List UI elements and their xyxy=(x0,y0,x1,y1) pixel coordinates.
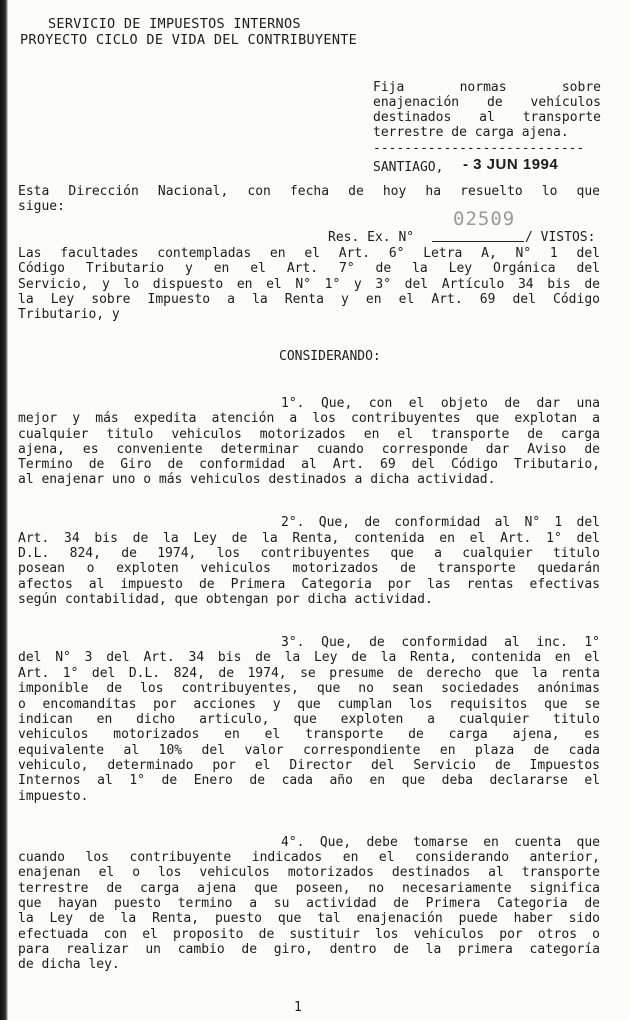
paragraph-line: Termino de Giro de conformidad al Art. 69 del Código Tributario, xyxy=(18,457,600,472)
paragraph-line: enajenan el o los vehiculos motorizados destinados al transporte xyxy=(18,865,600,880)
header-line-1: SERVICIO DE IMPUESTOS INTERNOS xyxy=(48,16,301,32)
paragraph-line: de dicha ley. xyxy=(18,957,120,972)
subject-line: enajenación de vehículos xyxy=(373,95,601,110)
paragraph-first-line: 4°. Que, debe tomarse en cuenta que xyxy=(281,835,600,850)
paragraph-line: terrestre de carga ajena que poseen, no necesariamente significa xyxy=(18,881,600,896)
paragraph-line: posean o exploten vehiculos motorizados de transporte quedarán xyxy=(18,561,600,576)
vistos-line: la Ley sobre Impuesto a la Renta y en el Art. 69 del Código xyxy=(18,292,600,307)
intro-line: Esta Dirección Nacional, con fecha de hoy ha resuelto lo que xyxy=(18,184,600,199)
paragraph-first-line: 1°. Que, con el objeto de dar una xyxy=(281,396,600,411)
date-stamp: - 3 JUN 1994 xyxy=(463,156,559,173)
resolution-blank xyxy=(432,230,524,242)
paragraph-line: Art. 34 bis de la Ley de la Renta, contenida en el Art. 1° del xyxy=(18,531,600,546)
paragraph-line: para realizar un cambio de giro, dentro de la primera categoría xyxy=(18,942,600,957)
resolution-prefix: Res. Ex. N° xyxy=(328,230,415,245)
paragraph-first-line: 2°. Que, de conformidad al N° 1 del xyxy=(281,515,600,530)
paragraph-line: al enajenar uno o más vehiculos destinados a dicha actividad. xyxy=(18,472,496,487)
paragraph-line: vehiculos motorizados en el transporte de carga ajena, es xyxy=(18,727,600,742)
vistos-line: Código Tributario y en el Art. 7° de la Ley Orgánica del xyxy=(18,261,600,276)
paragraph-line: que hayan puesto termino a su actividad de Primera Categoria de xyxy=(18,896,600,911)
paragraph-line: imponible de los contribuyentes, que no sean sociedades anónimas xyxy=(18,681,600,696)
subject-line: destinados al transporte xyxy=(373,110,601,125)
paragraph-line: según contabilidad, que obtengan por dicha actividad. xyxy=(18,592,433,607)
paragraph-line: cualquier titulo vehiculos motorizados en el transporte de carga xyxy=(18,427,600,442)
paragraph-line: afectos al impuesto de Primera Categoria por las rentas efectivas xyxy=(18,577,600,592)
subject-line: terrestre de carga ajena. xyxy=(373,125,569,140)
paragraph-line: impuesto. xyxy=(18,789,89,804)
intro-line: sigue: xyxy=(18,199,65,214)
paragraph-line: cuando los contribuyente indicados en el considerando anterior, xyxy=(18,850,600,865)
paragraph-line: o encomanditas por acciones y que cumplan los requisitos que se xyxy=(18,697,600,712)
page-number: 1 xyxy=(294,1000,302,1015)
paragraph-line: mejor y más expedita atención a los contribuyentes que explotan a xyxy=(18,411,600,426)
paragraph-line: vehiculo, determinado por el Director del Servicio de Impuestos xyxy=(18,758,600,773)
scan-binding-edge xyxy=(0,0,8,1020)
paragraph-line: ajena, es conveniente determinar cuando corresponde dar Aviso de xyxy=(18,442,600,457)
paragraph-first-line: 3°. Que, de conformidad al inc. 1° xyxy=(281,635,600,650)
paragraph-line: del N° 3 del Art. 34 bis de la Ley de la Renta, contenida en el xyxy=(18,650,600,665)
subject-line: Fija normas sobre xyxy=(373,80,601,95)
vistos-line: Las facultades contempladas en el Art. 6° Letra A, N° 1 del xyxy=(18,246,600,261)
considerando-title: CONSIDERANDO: xyxy=(279,349,381,364)
vistos-line: Tributario, y xyxy=(18,307,120,322)
resolution-suffix: / VISTOS: xyxy=(525,230,596,245)
subject-separator: --------------------------- xyxy=(373,141,585,156)
dateline-place: SANTIAGO, xyxy=(373,160,444,175)
paragraph-line: Art. 1° del D.L. 824, de 1974, se presume de derecho que la renta xyxy=(18,666,600,681)
vistos-line: Servicio, y lo dispuesto en el N° 1° y 3° del Artículo 34 bis de xyxy=(18,277,600,292)
paragraph-line: Internos al 1° de Enero de cada año en que deba declararse el xyxy=(18,773,600,788)
paragraph-line: equivalente al 10% del valor correspondiente en plaza de cada xyxy=(18,743,600,758)
header-line-2: PROYECTO CICLO DE VIDA DEL CONTRIBUYENTE xyxy=(20,32,358,48)
paragraph-line: indican en dicho articulo, que exploten a cualquier titulo xyxy=(18,712,600,727)
resolution-number-stamp: 02509 xyxy=(453,208,516,230)
paragraph-line: efectuada con el proposito de sustituir los vehiculos por otros o xyxy=(18,927,600,942)
paragraph-line: la Ley de la Renta, puesto que tal enajenación puede haber sido xyxy=(18,911,600,926)
paragraph-line: D.L. 824, de 1974, los contribuyentes que a cualquier titulo xyxy=(18,546,600,561)
